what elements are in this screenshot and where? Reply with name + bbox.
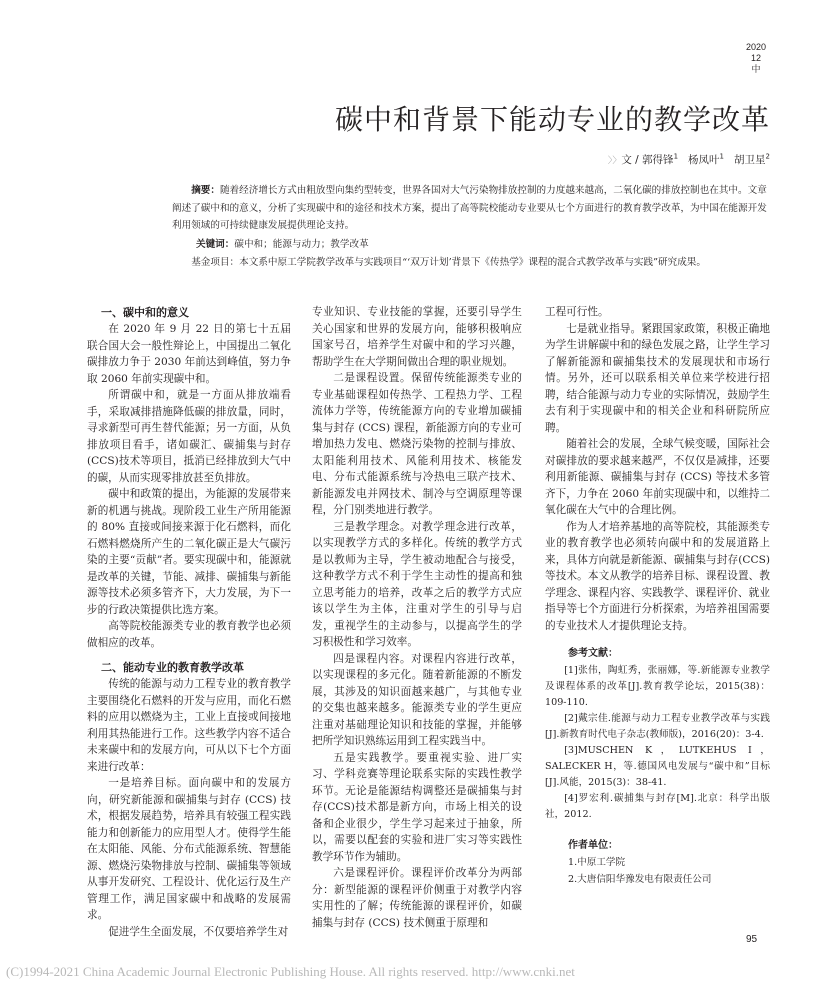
author-line <box>470 152 770 167</box>
issue-year: 2020 <box>745 42 767 52</box>
issue-part: 中 <box>751 64 761 74</box>
paragraph: 传统的能源与动力工程专业的教育教学主要围绕化石燃料的开发与应用，而化石燃料的应用以燃烧为主，工业上直接或间接地利用其热能进行工作。这些教学内容不适合未来碳中和的发展方向，可从以下七个方面来进行改革： <box>87 678 291 773</box>
paragraph: 在 2020 年 9 月 22 日的第七十五届联合国大会一般性辩论上，中国提出二氧化碳排放力争于 2030 年前达到峰值，努力争取 2060 年前实现碳中和。 <box>87 323 291 385</box>
fund-label: 基金项目： <box>191 257 240 268</box>
issue-number: 12 <box>750 53 761 63</box>
paragraph: 四是课程内容。对课程内容进行改革，以实现课程的多元化。随着新能源的不断发展，其涉及的知识面越来越广，与其他专业的交集也越来越多。能源类专业的学生更应注重对基础理论知识和技能的掌握，并能够把所学知识熟练运用到工程实践当中。 <box>312 652 522 747</box>
references-heading: 参考文献： <box>568 648 618 659</box>
author-3-affiliation: 2 <box>765 152 770 161</box>
fund-text: 本文系中原工学院教学改革与实践项目“‘双万计划’背景下《传热学》课程的混合式教学改革与实践”研究成果。 <box>239 257 706 268</box>
fund-note <box>172 254 770 272</box>
paragraph: 所谓碳中和，就是一方面从排放端看手，采取减排措施降低碳的排放量，同时，寻求新型可再生替代能源；另一方面，从负排放项目看手，诸如碳汇、碳捕集与封存(CCS)技术等项目，抵消已经排放到大气中的碳，从而实现零排放甚至负排放。 <box>87 389 291 484</box>
reference-item: [3]MUSCHEN K，LUTKEHUS I，SALECKER H，等.德国风电发展与“碳中和”目标[J].风能，2015(3)：38-41. <box>545 744 770 788</box>
reference-item: [4]罗宏利.碳捕集与封存[M].北京：科学出版社，2012. <box>545 792 770 820</box>
affiliations-heading: 作者单位： <box>568 839 618 851</box>
column-1 <box>87 304 291 940</box>
column-2 <box>312 304 522 931</box>
paragraph: 工程可行性。 <box>545 306 609 318</box>
section-heading-1: 一、碳中和的意义 <box>101 306 189 319</box>
paragraph: 三是教学理念。对教学理念进行改革，以实现教学方式的多样化。传统的教学方式是以教师为主导，学生被动地配合与接受，这种教学方式不利于学生主动性的提高和独立思考能力的培养，改革之后的教学方式应该以学生为主体，注重对学生的引导与启发，重视学生的主动参与，以提高学生的学习积极性和学习效率。 <box>312 520 522 648</box>
paragraph: 作为人才培养基地的高等院校，其能源类专业的教育教学也必须转向碳中和的发展道路上来，具体方向就是新能源、碳捕集与封存(CCS)等技术。本文从教学的培养目标、课程设置、教学理念、课程内容、实践教学、课程评价、就业指导等七个方面进行分析探索，为培养祖国需要的专业技术人才提供理论支持。 <box>545 520 770 632</box>
reference-item: [1]张伟，陶虹秀，张丽娜，等.新能源专业教学及课程体系的改革[J].教育教学论坛，2015(38)：109-110. <box>545 664 770 708</box>
section-heading-2: 二、能动专业的教育教学改革 <box>101 661 244 674</box>
page-number: 95 <box>746 934 758 945</box>
paragraph: 促进学生全面发展，不仅要培养学生对 <box>108 925 289 938</box>
author-2: 杨凤叶 <box>688 154 720 166</box>
keywords-label: 关键词： <box>196 239 235 250</box>
column-3 <box>545 304 770 888</box>
abstract <box>172 182 770 235</box>
affiliation-item: 2.大唐信阳华豫发电有限责任公司 <box>568 873 712 885</box>
abstract-text: 随着经济增长方式由粗放型向集约型转变，世界各国对大气污染物排放控制的力度越来越高，二氧化碳的排放控制也在其中。文章阐述了碳中和的意义，分析了实现碳中和的途径和技术方案，提出了高等院校能动专业要从七个方面进行的教育教学改革，为中国在能源开发利用领域的可持续健康发展提供理论支持。 <box>172 185 767 231</box>
paragraph: 五是实践教学。要重视实验、进厂实习、学科竞赛等理论联系实际的实践性教学环节。无论是能源结构调整还是碳捕集与封存(CCS)技术都是新方向，市场上相关的设备和企业很少，学生学习起来过于抽象，所以，需要以配套的实验和进厂实习等实践性教学环节作为辅助。 <box>312 751 522 863</box>
double-chevron-icon: 〉〉 <box>607 156 622 166</box>
keywords <box>196 236 369 250</box>
issue-marker <box>742 42 770 75</box>
author-prefix: 文 / <box>621 154 643 166</box>
author-1: 郭得锋 <box>642 154 674 166</box>
author-1-affiliation: 1 <box>673 152 679 161</box>
keywords-text: 碳中和；能源与动力；教学改革 <box>234 239 369 250</box>
paragraph: 随着社会的发展，全球气候变暖，国际社会对碳排放的要求越来越严，不仅仅是减排，还要利用新能源、碳捕集与封存 (CCS) 等技术多管齐下，力争在 2060 年前实现碳中和，以维持二氧化碳在大气中的合理比例。 <box>545 438 770 516</box>
paragraph: 专业知识、专业技能的掌握，还要引导学生关心国家和世界的发展方向，能够积极响应国家号召，培养学生对碳中和的学习兴趣，帮助学生在大学期间做出合理的职业规划。 <box>312 306 522 368</box>
paragraph: 碳中和政策的提出，为能源的发展带来新的机遇与挑战。现阶段工业生产所用能源的 80% 直接或间接来源于化石燃料，而化石燃料燃烧所产生的二氧化碳正是大气碳污染的主要“贡献”者。要实现碳中和，能源就是改革的关键，节能、减排、碳捕集与新能源等技术必须多管齐下，大力发展，为下一步的行政决策提供比选方案。 <box>87 488 291 616</box>
paragraph: 高等院校能源类专业的教育教学也必须做相应的改革。 <box>87 620 291 649</box>
reference-item: [2]戴宗佳.能源与动力工程专业教学改革与实践[J].新教育时代电子杂志(教师版)，2016(20)：3-4. <box>545 712 770 740</box>
paragraph: 七是就业指导。紧跟国家政策，积极正确地为学生讲解碳中和的绿色发展之路，让学生学习了解新能源和碳捕集技术的发展现状和市场行情。另外，还可以联系相关单位来学校进行招聘，结合能源与动力专业的实际情况，鼓励学生去有利于实现碳中和的相关企业和科研院所应聘。 <box>545 322 770 434</box>
abstract-label: 摘要： <box>191 185 220 196</box>
copyright-watermark: (C)1994-2021 China Academic Journal Electronic Publishing House. All rights reserved. http://www.cnki.net <box>6 964 575 979</box>
article-title: 碳中和背景下能动专业的教学改革 <box>334 103 770 136</box>
paragraph: 一是培养目标。面向碳中和的发展方向，研究新能源和碳捕集与封存 (CCS) 技术，根据发展趋势，培养具有较强工程实践能力和创新能力的应用型人才。使得学生能在太阳能、风能、分布式能源系统、智慧能源、燃烧污染物排放与控制、碳捕集等领域从事开发研究、工程设计、优化运行及生产管理工作，满足国家碳中和战略的发展需求。 <box>87 777 291 921</box>
paragraph: 六是课程评价。课程评价改革分为两部分：新型能源的课程评价侧重于对教学内容实用性的了解；传统能源的课程评价，如碳捕集与封存 (CCS) 技术侧重于原理和 <box>312 867 522 929</box>
paragraph: 二是课程设置。保留传统能源类专业的专业基础课程如传热学、工程热力学、工程流体力学等，传统能源方向的专业增加碳捕集与封存 (CCS) 课程，新能源方向的专业可增加热力发电、燃烧污染物的控制与排放、太阳能利用技术、风能利用技术、核能发电、分布式能源系统与冷热电三联产技术、新能源发电并网技术、制冷与空调原理等课程，分门别类地进行教学。 <box>312 372 522 516</box>
affiliation-item: 1.中原工学院 <box>568 856 626 868</box>
author-3: 胡卫星 <box>734 154 766 166</box>
author-2-affiliation: 1 <box>719 152 725 161</box>
